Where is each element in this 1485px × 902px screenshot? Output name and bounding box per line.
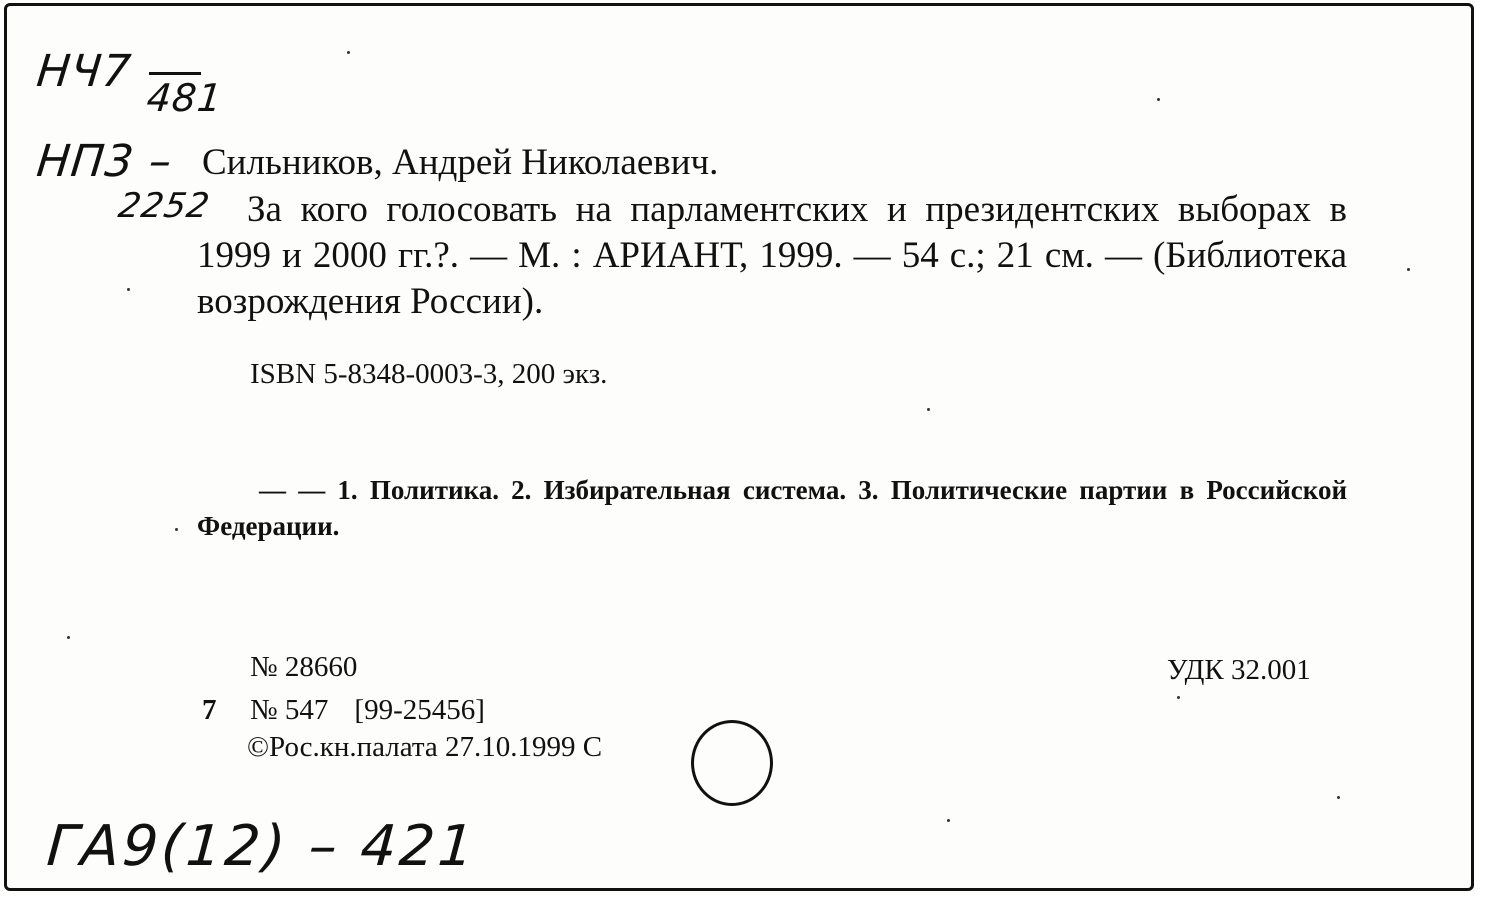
copyright-line: ©Рос.кн.палата 27.10.1999 С	[247, 731, 603, 763]
registration-number-2-value: № 547	[250, 694, 329, 726]
scan-speck	[347, 51, 350, 54]
stamp-circle	[691, 720, 773, 806]
scan-speck	[1177, 696, 1180, 699]
handwritten-shelfmark-code: НП3 –	[34, 136, 175, 187]
handwritten-shelfmark-number: 2252	[115, 186, 214, 226]
registration-bracket: [99-25456]	[354, 694, 485, 726]
scan-speck	[67, 636, 70, 639]
author-heading: Сильников, Андрей Николаевич.	[202, 142, 719, 183]
registration-prefix: 7	[202, 694, 217, 726]
scan-speck	[1157, 98, 1160, 101]
scan-speck	[1337, 796, 1340, 799]
isbn-line: ISBN 5-8348-0003-3, 200 экз.	[250, 358, 608, 390]
scan-speck	[127, 288, 130, 291]
handwritten-bottom-code: ГА9(12) – 421	[44, 814, 479, 879]
handwritten-shelfmark-top: НЧ7	[34, 46, 134, 97]
registration-number-1: № 28660	[250, 651, 358, 683]
scan-speck	[1407, 268, 1410, 271]
registration-number-2	[250, 694, 485, 727]
subject-headings: — — 1. Политика. 2. Избирательная система. 3. Политические партии в Российской Федерации.	[197, 475, 1347, 541]
handwritten-shelfmark-top-sub: 481	[144, 76, 225, 120]
scan-speck	[947, 819, 950, 822]
title-description: За кого голосовать на парламентских и президентских выборах в 1999 и 2000 гг.?. — М. : АРИАНТ, 1999. — 54 с.; 21 см. — (Библиотека возрождения России).	[197, 189, 1347, 322]
scan-speck	[175, 528, 178, 531]
handwritten-overline	[149, 72, 201, 75]
scan-speck	[927, 408, 930, 411]
catalog-card	[4, 3, 1474, 891]
udk-code: УДК 32.001	[1167, 654, 1311, 686]
